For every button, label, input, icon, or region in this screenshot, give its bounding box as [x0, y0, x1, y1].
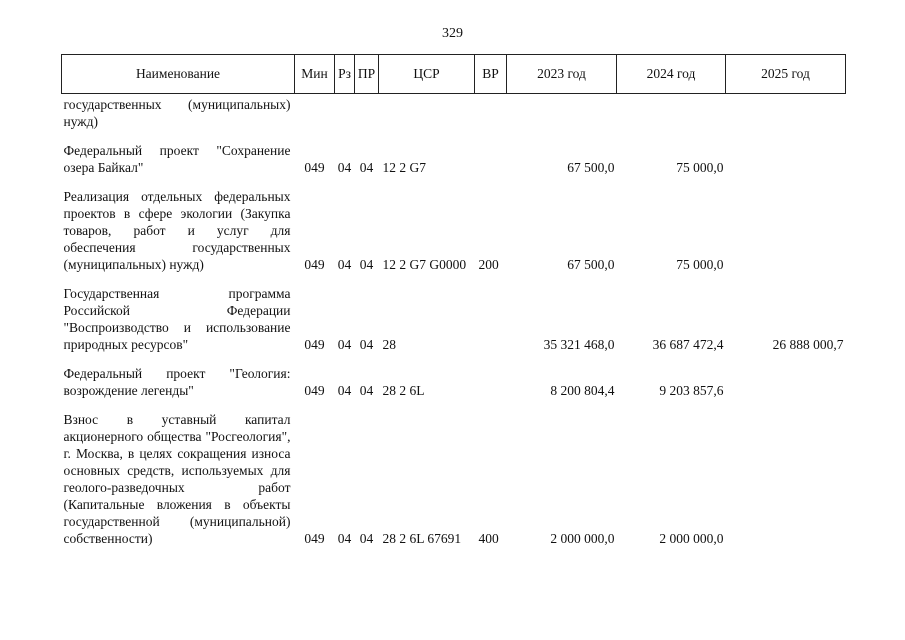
row-min: 049	[304, 531, 325, 546]
row-2024: 75 000,0	[676, 257, 724, 272]
row-2024	[617, 94, 726, 131]
table-row	[62, 176, 846, 273]
table-row	[62, 353, 846, 399]
row-name: Государственная программа Российской Федерации "Воспроизводство и использование природных ресурсов"	[63, 286, 291, 352]
row-rz: 04	[337, 160, 352, 175]
row-vr	[475, 94, 507, 131]
table-header-row	[62, 55, 846, 94]
row-2025	[726, 130, 846, 176]
row-csr: 12 2 G7 G0000	[382, 257, 467, 272]
table-row	[62, 273, 846, 353]
row-2025	[726, 94, 846, 131]
row-2023: 67 500,0	[567, 257, 615, 272]
row-2024: 9 203 857,6	[659, 383, 724, 398]
table-row	[62, 399, 846, 547]
row-pr: 04	[359, 531, 374, 546]
row-name: Реализация отдельных федеральных проектов в сфере экологии (Закупка товаров, работ и услуг для обеспечения государственных (муниципальных) нужд)	[63, 189, 291, 272]
row-2025: 26 888 000,7	[772, 337, 844, 352]
row-2023: 2 000 000,0	[550, 531, 615, 546]
row-csr: 28	[382, 337, 396, 352]
row-pr: 04	[359, 337, 374, 352]
row-min: 049	[304, 337, 325, 352]
row-2025	[726, 176, 846, 273]
row-min: 049	[304, 160, 325, 175]
row-2024: 36 687 472,4	[652, 337, 724, 352]
row-name: Федеральный проект "Сохранение озера Байкал"	[63, 143, 291, 175]
header-2025: 2025 год	[726, 55, 846, 94]
row-2025	[726, 353, 846, 399]
row-csr: 28 2 6L	[382, 383, 425, 398]
table-row	[62, 94, 846, 131]
row-2023: 8 200 804,4	[550, 383, 615, 398]
row-pr: 04	[359, 383, 374, 398]
row-name: Взнос в уставный капитал акционерного общества "Росгеология", г. Москва, в целях сокращения износа основных средств, используемых для геолого-разведочных работ (Капитальные вложения в объекты государственной (муниципальной) собственности)	[63, 412, 291, 546]
row-csr: 12 2 G7	[382, 160, 426, 175]
row-2024: 2 000 000,0	[659, 531, 724, 546]
row-pr	[355, 94, 379, 131]
row-2023: 35 321 468,0	[543, 337, 615, 352]
row-rz: 04	[337, 337, 352, 352]
row-2024: 75 000,0	[676, 160, 724, 175]
row-vr	[475, 353, 507, 399]
header-vr: ВР	[475, 55, 507, 94]
page-number: 329	[442, 26, 463, 41]
row-csr	[379, 94, 475, 131]
row-csr: 28 2 6L 67691	[382, 531, 462, 546]
row-rz: 04	[337, 383, 352, 398]
row-rz: 04	[337, 257, 352, 272]
row-min	[295, 94, 335, 131]
row-vr	[475, 273, 507, 353]
row-min: 049	[304, 383, 325, 398]
row-vr: 400	[478, 531, 499, 546]
header-csr: ЦСР	[379, 55, 475, 94]
row-pr: 04	[359, 257, 374, 272]
row-vr	[475, 130, 507, 176]
row-pr: 04	[359, 160, 374, 175]
row-name: Федеральный проект "Геология: возрождение легенды"	[63, 366, 291, 398]
row-2025	[726, 399, 846, 547]
row-2023	[507, 94, 617, 131]
header-name: Наименование	[62, 55, 295, 94]
header-2024: 2024 год	[617, 55, 726, 94]
header-2023: 2023 год	[507, 55, 617, 94]
budget-table	[61, 54, 846, 547]
row-rz	[335, 94, 355, 131]
header-min: Мин	[295, 55, 335, 94]
row-name: государственных (муниципальных) нужд)	[63, 97, 291, 129]
table-row	[62, 130, 846, 176]
row-rz: 04	[337, 531, 352, 546]
header-rz: Рз	[335, 55, 355, 94]
row-min: 049	[304, 257, 325, 272]
header-pr: ПР	[355, 55, 379, 94]
row-vr: 200	[478, 257, 499, 272]
row-2023: 67 500,0	[567, 160, 615, 175]
